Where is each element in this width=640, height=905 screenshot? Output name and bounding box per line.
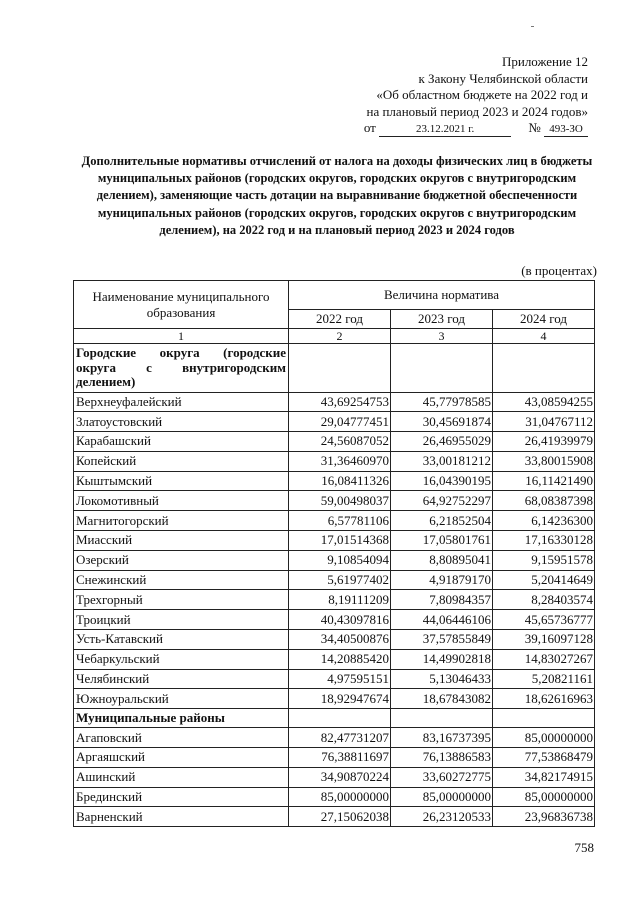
from-label: от	[363, 120, 376, 135]
municipality-name: Снежинский	[74, 570, 289, 590]
value-2022: 29,04777451	[289, 412, 391, 432]
municipality-name: Брединский	[74, 787, 289, 807]
value-2022: 43,69254753	[289, 392, 391, 412]
appendix-law: к Закону Челябинской области	[418, 70, 588, 86]
value-2022: 82,47731207	[289, 728, 391, 748]
table-row	[74, 412, 595, 432]
value-2022: 8,19111209	[289, 590, 391, 610]
value-2022: 76,38811697	[289, 748, 391, 768]
column-number: 1	[74, 329, 289, 344]
value-2024: 6,14236300	[492, 511, 594, 531]
table-body	[74, 344, 595, 827]
value-2023: 33,60272775	[391, 767, 493, 787]
appendix-number: Приложение 12	[501, 54, 588, 69]
value-2024: 34,82174915	[492, 767, 594, 787]
value-2024: 68,08387398	[492, 491, 594, 511]
municipality-name: Аргаяшский	[74, 748, 289, 768]
table-row	[74, 748, 595, 768]
municipality-name: Локомотивный	[74, 491, 289, 511]
municipality-name: Магнитогорский	[74, 511, 289, 531]
value-2024: 85,00000000	[492, 787, 594, 807]
value-2022: 59,00498037	[289, 491, 391, 511]
municipality-name: Усть-Катавский	[74, 630, 289, 650]
unit-note: (в процентах)	[521, 263, 597, 278]
value-2023: 6,21852504	[391, 511, 493, 531]
column-number: 4	[492, 329, 594, 344]
municipality-name: Озерский	[74, 550, 289, 570]
table-row	[74, 451, 595, 471]
value-2022: 34,40500876	[289, 630, 391, 650]
value-2023: 33,00181212	[391, 451, 493, 471]
value-2022: 6,57781106	[289, 511, 391, 531]
group-title-municipal-districts: Муниципальные районы	[74, 709, 289, 728]
table-row	[74, 471, 595, 491]
municipality-name: Копейский	[74, 451, 289, 471]
header-year-2024: 2024 год	[492, 310, 594, 329]
municipality-name: Агаповский	[74, 728, 289, 748]
value-2022: 5,61977402	[289, 570, 391, 590]
value-2024: 77,53868479	[492, 748, 594, 768]
table-row	[74, 728, 595, 748]
header-municipality: Наименование муниципального образования	[74, 281, 289, 329]
value-2024: 18,62616963	[492, 689, 594, 709]
municipality-name: Ашинский	[74, 767, 289, 787]
value-2024: 85,00000000	[492, 728, 594, 748]
table-row	[74, 689, 595, 709]
value-2024: 43,08594255	[492, 392, 594, 412]
municipality-name: Миасский	[74, 531, 289, 551]
group-header-row	[74, 709, 595, 728]
value-2022: 9,10854094	[289, 550, 391, 570]
value-2023: 76,13886583	[391, 748, 493, 768]
table-row	[74, 610, 595, 630]
number-label: №	[528, 120, 541, 135]
municipality-name: Верхнеуфалейский	[74, 392, 289, 412]
value-2024: 17,16330128	[492, 531, 594, 551]
municipality-name: Чебаркульский	[74, 649, 289, 669]
value-2024: 45,65736777	[492, 610, 594, 630]
group-header-row	[74, 344, 595, 393]
table-row	[74, 807, 595, 827]
header-year-2023: 2023 год	[391, 310, 493, 329]
table-row	[74, 392, 595, 412]
value-2024: 5,20821161	[492, 669, 594, 689]
municipality-name: Карабашский	[74, 432, 289, 452]
value-2022: 40,43097816	[289, 610, 391, 630]
municipality-name: Южноуральский	[74, 689, 289, 709]
group-title-urban-districts: Городские округа (городские округа с внутригородским делением)	[74, 344, 289, 393]
column-number: 3	[391, 329, 493, 344]
value-2023: 18,67843082	[391, 689, 493, 709]
column-number: 2	[289, 329, 391, 344]
value-2023: 37,57855849	[391, 630, 493, 650]
value-2024: 9,15951578	[492, 550, 594, 570]
value-2024: 5,20414649	[492, 570, 594, 590]
value-2023: 26,46955029	[391, 432, 493, 452]
value-2022: 85,00000000	[289, 787, 391, 807]
value-2023: 14,49902818	[391, 649, 493, 669]
value-2023: 7,80984357	[391, 590, 493, 610]
appendix-law-title-1: «Об областном бюджете на 2022 год и	[376, 87, 588, 102]
value-2022: 4,97595151	[289, 669, 391, 689]
value-2023: 16,04390195	[391, 471, 493, 491]
norms-table	[73, 280, 595, 827]
header-year-2022: 2022 год	[289, 310, 391, 329]
table-row	[74, 787, 595, 807]
value-2024: 23,96836738	[492, 807, 594, 827]
value-2024: 16,11421490	[492, 471, 594, 491]
municipality-name: Кыштымский	[74, 471, 289, 491]
table-row	[74, 630, 595, 650]
value-2023: 26,23120533	[391, 807, 493, 827]
value-2022: 34,90870224	[289, 767, 391, 787]
value-2022: 17,01514368	[289, 531, 391, 551]
value-2022: 24,56087052	[289, 432, 391, 452]
value-2023: 85,00000000	[391, 787, 493, 807]
value-2023: 44,06446106	[391, 610, 493, 630]
value-2024: 8,28403574	[492, 590, 594, 610]
table-row	[74, 570, 595, 590]
value-2023: 83,16737395	[391, 728, 493, 748]
appendix-header	[268, 54, 588, 137]
table-row	[74, 511, 595, 531]
table-row	[74, 491, 595, 511]
value-2022: 14,20885420	[289, 649, 391, 669]
header-value: Величина норматива	[289, 281, 595, 310]
municipality-name: Златоустовский	[74, 412, 289, 432]
document-title: Дополнительные нормативы отчислений от налога на доходы физических лиц в бюджеты муниципальных районов (городских округов, городских округов с внутригородским делением), заменяющие часть дотации на выравнивание бюджетной обеспеченности муниципальных районов (городских округов, городских округов с внутригородским делением), на 2022 год и на плановый период 2023 и 2024 годов	[81, 154, 593, 237]
table-row	[74, 550, 595, 570]
appendix-law-title-2: на плановый период 2023 и 2024 годов»	[366, 103, 588, 119]
value-2022: 18,92947674	[289, 689, 391, 709]
municipality-name: Варненский	[74, 807, 289, 827]
municipality-name: Троицкий	[74, 610, 289, 630]
value-2023: 5,13046433	[391, 669, 493, 689]
scan-mark	[531, 26, 534, 27]
table-row	[74, 767, 595, 787]
value-2022: 27,15062038	[289, 807, 391, 827]
value-2023: 17,05801761	[391, 531, 493, 551]
table-row	[74, 531, 595, 551]
law-date: 23.12.2021 г.	[379, 123, 511, 137]
value-2023: 45,77978585	[391, 392, 493, 412]
value-2024: 26,41939979	[492, 432, 594, 452]
table-row	[74, 649, 595, 669]
value-2024: 33,80015908	[492, 451, 594, 471]
appendix-date-line	[268, 120, 588, 137]
municipality-name: Трехгорный	[74, 590, 289, 610]
value-2023: 64,92752297	[391, 491, 493, 511]
value-2024: 31,04767112	[492, 412, 594, 432]
law-number: 493-ЗО	[544, 123, 588, 137]
municipality-name: Челябинский	[74, 669, 289, 689]
table-row	[74, 432, 595, 452]
value-2022: 16,08411326	[289, 471, 391, 491]
value-2023: 30,45691874	[391, 412, 493, 432]
table-row	[74, 590, 595, 610]
value-2023: 4,91879170	[391, 570, 493, 590]
page-number: 758	[574, 840, 594, 855]
value-2024: 14,83027267	[492, 649, 594, 669]
value-2023: 8,80895041	[391, 550, 493, 570]
value-2024: 39,16097128	[492, 630, 594, 650]
value-2022: 31,36460970	[289, 451, 391, 471]
table-row	[74, 669, 595, 689]
